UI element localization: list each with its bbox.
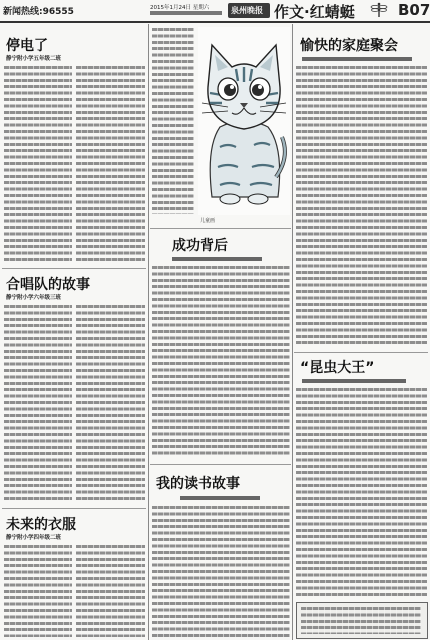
article-title: 合唱队的故事 (6, 277, 90, 293)
article-body-text (76, 305, 145, 503)
article-body-text (4, 66, 72, 264)
section-title: 作文·红蜻蜓 (274, 3, 355, 21)
header-editors-line (150, 11, 222, 15)
article-title: “昆虫大王” (300, 360, 375, 376)
cat-illustration (198, 27, 290, 215)
article-body-text (296, 388, 427, 598)
article-body-text (152, 506, 290, 637)
article-body-text (152, 266, 290, 458)
newspaper-logo-text: 泉州晚报 (231, 5, 263, 15)
dragonfly-icon (370, 2, 388, 18)
column-divider-left (148, 24, 149, 640)
newspaper-logo (228, 3, 270, 18)
article-title: 愉快的家庭聚会 (300, 38, 398, 54)
article-byline (180, 496, 260, 500)
article-byline: 静宁附小学五年级二班 (6, 56, 62, 62)
article-separator (2, 508, 146, 509)
article-byline: 静宁附小学四年级二班 (6, 535, 62, 541)
header-hotline: 新闻热线:96555 (3, 7, 74, 17)
article-separator (150, 228, 291, 229)
article-title: 未来的衣服 (6, 517, 76, 533)
article-separator (294, 352, 428, 353)
editor-note-box (296, 602, 428, 639)
article-body-text (4, 545, 72, 637)
editor-note-text (301, 607, 421, 634)
article-body-text (152, 28, 194, 214)
header-rule (0, 21, 430, 23)
article-body-text (76, 545, 145, 637)
column-divider-right (292, 24, 293, 640)
article-separator (150, 464, 291, 465)
article-title: 我的读书故事 (156, 476, 240, 492)
article-title: 成功背后 (172, 238, 228, 254)
article-byline: 静宁附小学六年级三班 (6, 295, 62, 301)
page-number: B07 (398, 1, 430, 19)
article-byline (302, 57, 412, 61)
article-byline (302, 379, 406, 383)
header-date: 2015年1月24日 星期六 (150, 5, 210, 11)
article-body-text (4, 305, 72, 503)
illustration-caption: 儿童画 (200, 218, 216, 224)
article-byline (172, 257, 262, 261)
article-separator (2, 268, 146, 269)
article-body-text (76, 66, 145, 264)
article-body-text (296, 66, 427, 346)
article-title: 停电了 (6, 38, 48, 54)
